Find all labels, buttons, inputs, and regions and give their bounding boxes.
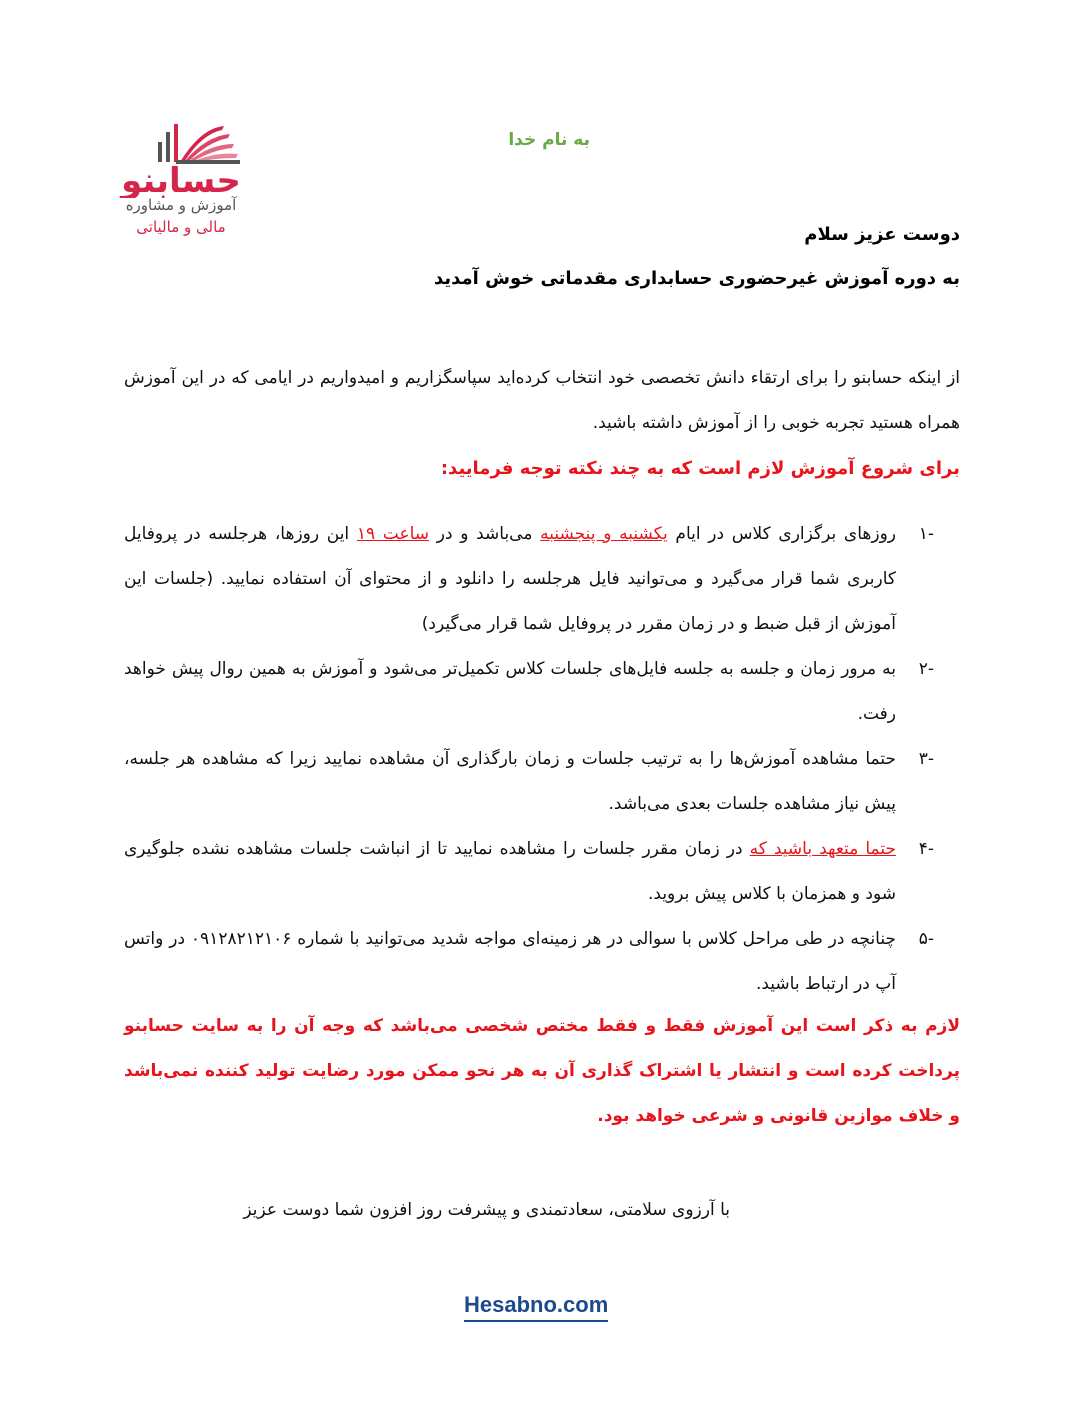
logo-tagline-2: مالی و مالیاتی xyxy=(136,218,226,236)
intro-paragraph: از اینکه حسابنو را برای ارتقاء دانش تخصصی خود انتخاب کرده‌اید سپاسگزاریم و امیدواریم در ایامی که در این آموزش همراه هستید تجربه خوبی را از آموزش داشته باشید. xyxy=(124,368,960,433)
welcome-heading: به دوره آموزش غیرحضوری حسابداری مقدماتی خوش آمدید xyxy=(433,268,960,289)
logo-tagline-1: آموزش و مشاوره xyxy=(125,196,237,214)
bismillah-heading: به نام خدا xyxy=(508,130,590,150)
brand-name: حسابنو xyxy=(121,161,241,198)
note-item-2 xyxy=(124,647,960,737)
note-number: -۱ xyxy=(918,524,934,544)
note-text: روزهای برگزاری کلاس در ایام xyxy=(667,524,896,544)
note-text: به مرور زمان و جلسه به جلسه فایل‌های جلسات کلاس تکمیل‌تر می‌شود و آموزش به همین روال پیش خواهد رفت. xyxy=(124,659,896,724)
note-number: -۳ xyxy=(918,749,934,769)
note-item-1 xyxy=(124,512,960,647)
closing-line: با آرزوی سلامتی، سعادتمندی و پیشرفت روز افزون شما دوست عزیز xyxy=(243,1200,730,1220)
notes-list xyxy=(124,512,960,1007)
note-item-5 xyxy=(124,917,960,1007)
website-link[interactable]: Hesabno.com xyxy=(464,1292,608,1322)
legal-warning: لازم به ذکر است این آموزش فقط و فقط مختص شخصی می‌باشد که وجه آن را به سایت حسابنو پرداخت کرده است و انتشار یا اشتراک گذاری آن به هر نحو ممکن مورد رضایت تولید کننده نمی‌باشد و خلاف موازین قانونی و شرعی خواهد بود. xyxy=(124,1016,960,1126)
note-item-4 xyxy=(124,827,960,917)
commitment-highlight: حتما متعهد باشید که xyxy=(749,839,896,859)
note-number: -۴ xyxy=(918,839,934,859)
note-text: در زمان مقرر جلسات را مشاهده نمایید تا از انباشت جلسات مشاهده نشده جلوگیری شود و همزمان با کلاس پیش بروید. xyxy=(124,839,896,904)
note-text: حتما مشاهده آموزش‌ها را به ترتیب جلسات و زمان بارگذاری آن مشاهده نمایید زیرا که مشاهده هر جلسه، پیش نیاز مشاهده جلسات بعدی می‌باشد. xyxy=(124,749,896,814)
note-text: این روزها، هرجلسه در پروفایل کاربری شما قرار می‌گیرد و می‌توانید فایل هرجلسه را دانلود و از محتوای آن استفاده نمایید. (جلسات این آموزش از قبل ضبط و در زمان مقرر در پروفایل شما قرار می‌گیرد) xyxy=(124,524,896,634)
book-chart-icon xyxy=(106,118,256,198)
class-time-highlight: ساعت ۱۹ xyxy=(356,524,430,544)
note-text: می‌باشد و در xyxy=(429,524,541,544)
notice-heading: برای شروع آموزش لازم است که به چند نکته توجه فرمایید: xyxy=(440,458,960,479)
greeting: دوست عزیز سلام xyxy=(804,224,960,245)
note-number: -۵ xyxy=(918,929,934,949)
note-item-3 xyxy=(124,737,960,827)
note-number: -۲ xyxy=(918,659,934,679)
note-text: چنانچه در طی مراحل کلاس با سوالی در هر زمینه‌ای مواجه شدید می‌توانید با شماره ۰۹۱۲۸۲۱۲۱۰۶ در واتس آپ در ارتباط باشید. xyxy=(124,929,896,994)
hesabno-logo xyxy=(106,118,256,248)
class-days-highlight: یکشنبه و پنجشنبه xyxy=(540,524,668,544)
